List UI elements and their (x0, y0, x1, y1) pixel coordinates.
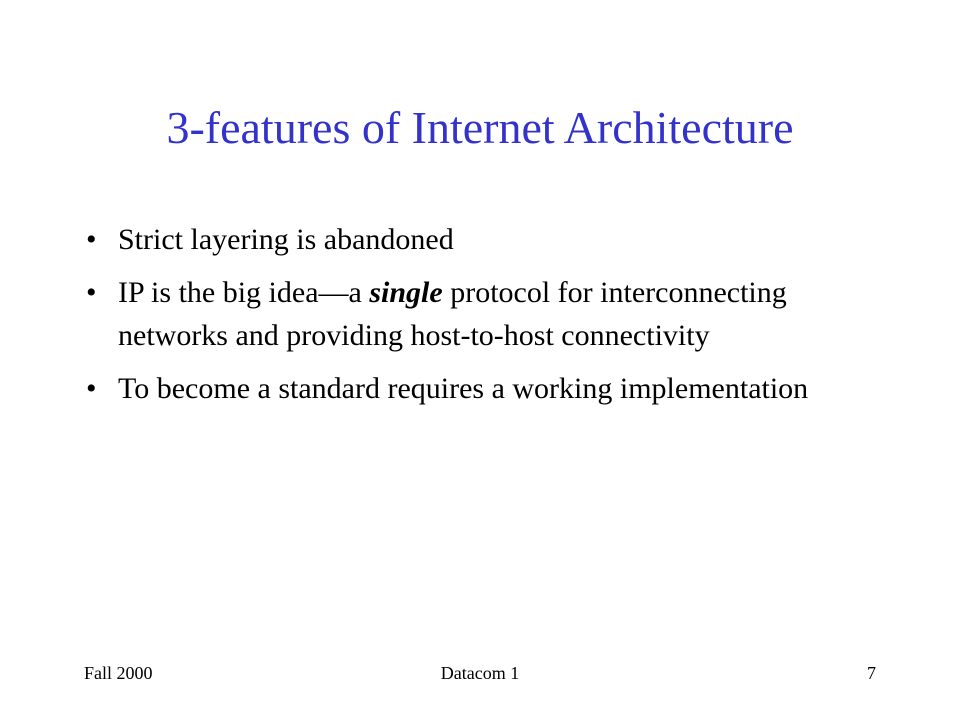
bullet-text-emphasis: single (369, 276, 443, 309)
bullet-item-2 (86, 271, 876, 357)
footer-course: Datacom 1 (440, 663, 520, 683)
bullet-item-1 (86, 218, 876, 261)
footer-date: Fall 2000 (84, 663, 153, 683)
bullet-list (86, 218, 876, 420)
bullet-text: To become a standard requires a working implementation (118, 372, 809, 405)
bullet-text-post: protocol for interconnecting networks and providing host-to-host connectivity (118, 276, 787, 352)
bullet-item-3 (86, 367, 876, 410)
bullet-text-pre: IP is the big idea—a (118, 276, 370, 309)
bullet-dot-icon: • (86, 223, 97, 256)
footer-page-number: 7 (867, 663, 876, 683)
slide-title: 3-features of Internet Architecture (166, 102, 794, 153)
bullet-dot-icon: • (86, 276, 97, 309)
bullet-text: Strict layering is abandoned (118, 223, 454, 256)
bullet-dot-icon: • (86, 372, 97, 405)
